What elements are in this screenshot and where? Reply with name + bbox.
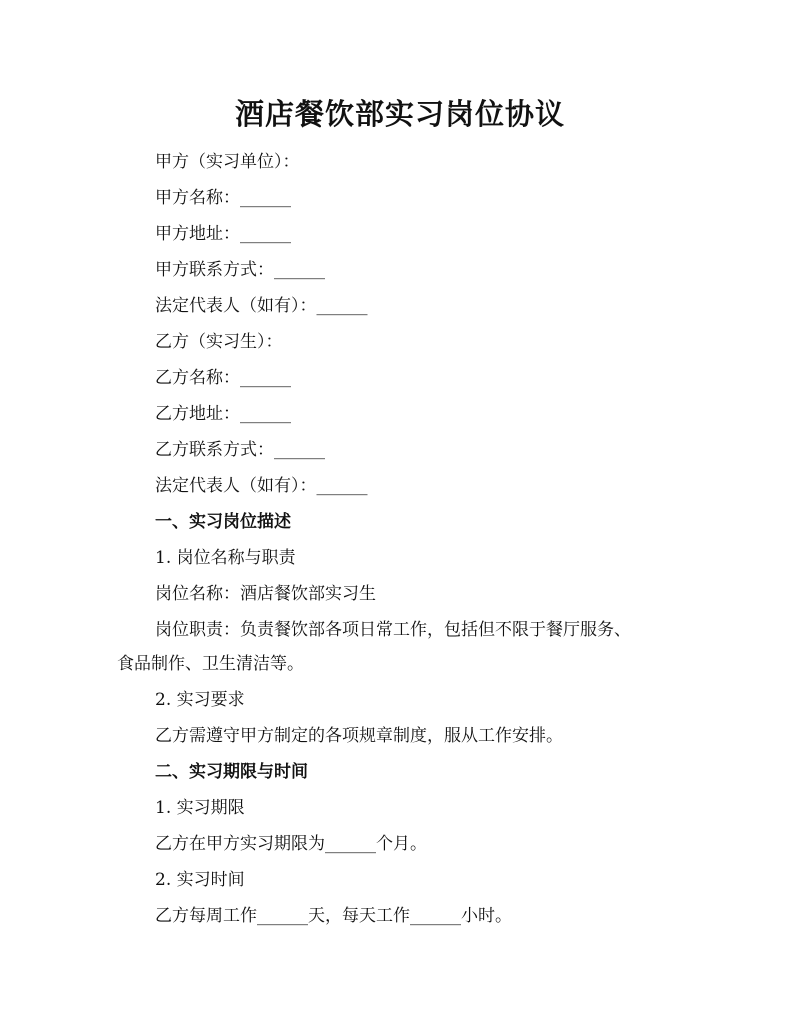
party-a-legal-rep: 法定代表人（如有）：______ [155,296,368,316]
party-b-label: 乙方（实习生）： [155,332,283,352]
internship-requirement: 乙方需遵守甲方制定的各项规章制度，服从工作安排。 [155,726,563,746]
party-b-address: 乙方地址：______ [155,404,291,424]
party-a-name: 甲方名称：______ [155,188,291,208]
section-1-item-1-title: 1. 岗位名称与职责 [155,548,296,568]
section-1-heading: 一、实习岗位描述 [155,512,291,532]
section-1-item-2-title: 2. 实习要求 [155,690,245,710]
party-b-contact: 乙方联系方式：______ [155,440,325,460]
section-2-item-1-title: 1. 实习期限 [155,798,245,818]
party-b-name: 乙方名称：______ [155,368,291,388]
position-name: 岗位名称：酒店餐饮部实习生 [155,584,376,604]
party-a-label: 甲方（实习单位）： [155,152,300,172]
document-title: 酒店餐饮部实习岗位协议 [234,97,565,131]
section-2-item-2-title: 2. 实习时间 [155,870,245,890]
party-b-legal-rep: 法定代表人（如有）：______ [155,476,368,496]
party-a-contact: 甲方联系方式：______ [155,260,325,280]
internship-schedule: 乙方每周工作______天，每天工作______小时。 [155,906,512,926]
position-duties-line-1: 岗位职责：负责餐饮部各项日常工作，包括但不限于餐厅服务、 [155,620,631,640]
section-2-heading: 二、实习期限与时间 [155,762,308,782]
internship-period: 乙方在甲方实习期限为______个月。 [155,834,427,854]
party-a-address: 甲方地址：______ [155,224,291,244]
position-duties-line-2: 食品制作、卫生清洁等。 [117,654,304,674]
